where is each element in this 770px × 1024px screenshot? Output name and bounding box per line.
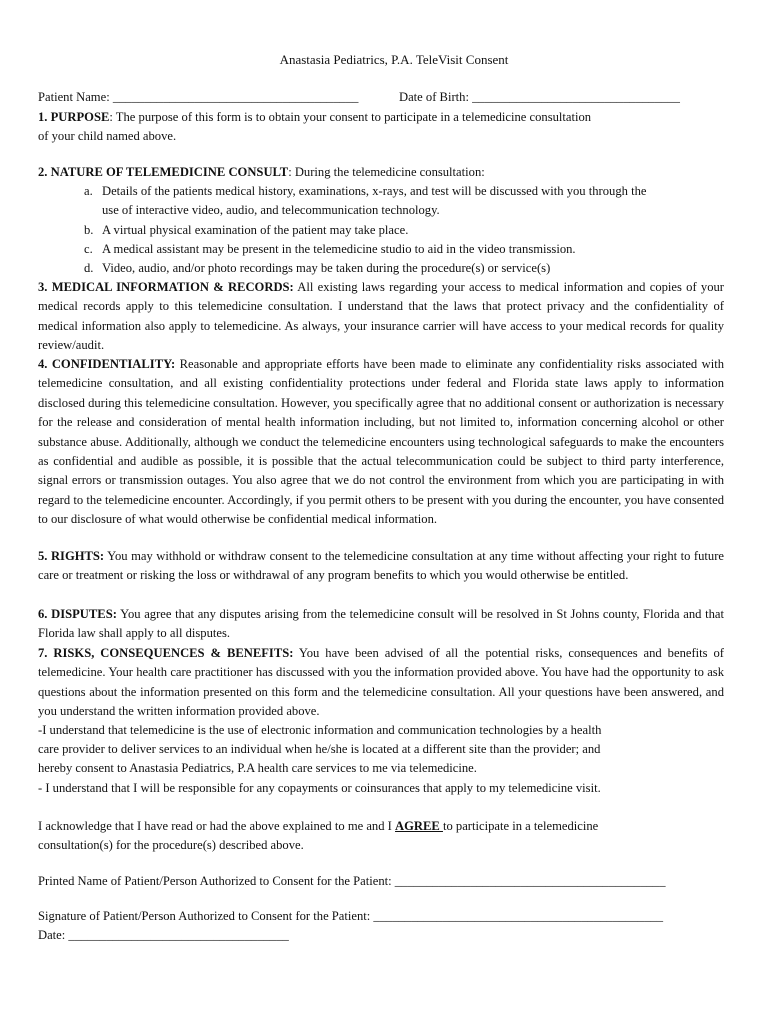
understanding-statement-continued: care provider to deliver services to an individual when he/she is located at a different site than the provider; and — [38, 742, 601, 756]
section-purpose — [38, 108, 591, 127]
section-heading: 2. NATURE OF TELEMEDICINE CONSULT — [38, 165, 289, 179]
agree-emphasis: AGREE — [395, 819, 443, 833]
signature-field[interactable]: Signature of Patient/Person Authorized to Consent for the Patient: ______________________________________________ — [38, 909, 664, 923]
list-item-text-continued: use of interactive video, audio, and telecommunication technology. — [102, 203, 440, 217]
section-purpose-continued: of your child named above. — [38, 129, 177, 143]
list-item-text: A medical assistant may be present in the telemedicine studio to aid in the video transmission. — [102, 242, 576, 256]
list-item-text: Video, audio, and/or photo recordings may be taken during the procedure(s) or service(s) — [102, 261, 551, 275]
section-disputes — [38, 605, 724, 644]
acknowledgement-text: to participate in a telemedicine — [442, 819, 599, 833]
list-marker: b. — [84, 223, 94, 237]
printed-name-field[interactable]: Printed Name of Patient/Person Authorized to Consent for the Patient: ___________________________________________ — [38, 874, 666, 888]
section-text: You have been advised of all the potential risks, consequences and benefits of telemedicine. Your health care practitioner has discussed with you the information provided above. You have had the opportunity to ask questions about the information presented on this form and the telemedicine consultation. All your questions have been answered, and you understand the written information provided above. — [38, 646, 724, 719]
section-heading: 5. RIGHTS: — [38, 549, 105, 563]
understanding-statement-continued: hereby consent to Anastasia Pediatrics, P.A health care services to me via telemedicine. — [38, 761, 477, 775]
list-marker: a. — [84, 184, 93, 198]
acknowledgement — [38, 817, 598, 836]
section-heading: 3. MEDICAL INFORMATION & RECORDS: — [38, 280, 294, 294]
section-heading: 6. DISPUTES: — [38, 607, 117, 621]
section-nature — [38, 163, 485, 182]
acknowledgement-text: I acknowledge that I have read or had the above explained to me and I — [38, 819, 396, 833]
list-item — [84, 240, 704, 259]
form-title: Anastasia Pediatrics, P.A. TeleVisit Consent — [279, 52, 509, 67]
list-item-text: Details of the patients medical history, examinations, x-rays, and test will be discussed with you through the — [102, 184, 647, 198]
section-text: : During the telemedicine consultation: — [288, 165, 485, 179]
section-heading: 1. PURPOSE — [38, 110, 110, 124]
list-item — [84, 182, 704, 220]
acknowledgement-continued: consultation(s) for the procedure(s) described above. — [38, 838, 304, 852]
section-heading: 4. CONFIDENTIALITY: — [38, 357, 176, 371]
list-item — [84, 259, 704, 278]
list-marker: c. — [84, 242, 93, 256]
section-text: : The purpose of this form is to obtain your consent to participate in a telemedicine consultation — [109, 110, 592, 124]
date-field[interactable]: Date: ___________________________________ — [38, 928, 289, 942]
section-text: All existing laws regarding your access to medical information and copies of your medical records apply to this telemedicine consultation. I understand that the laws that protect privacy and the confidentiality of medical information also apply to telemedicine. As always, your insurance carrier will have access to your medical records for quality review/audit. — [38, 280, 724, 353]
section-heading: 7. RISKS, CONSEQUENCES & BENEFITS: — [38, 646, 294, 660]
section-confidentiality — [38, 355, 724, 530]
date-of-birth-field[interactable]: Date of Birth: _________________________________ — [399, 90, 680, 104]
understanding-statement: -I understand that telemedicine is the use of electronic information and communication technologies by a health — [38, 723, 602, 737]
section-text: Reasonable and appropriate efforts have been made to eliminate any confidentiality risks associated with telemedicine consultation, and all existing confidentiality protections under federal and Florida state laws apply to information disclosed during this telemedicine consultation. However, you specifically agree that no additional consent or authorization is necessary for the release and consideration of mental health information including, but not limited to, information concerning alcohol or other substance abuse. Additionally, although we conduct the telemedicine encounters using technological safeguards to make the encounters as confidential and audible as possible, it is possible that the actual telecommunication could be subject to third party interference, signal errors or transmission outages. You also agree that we do not control the environment from which you are participating in with regard to the telemedicine encounter. Accordingly, if you permit others to be present with you during the encounter, you have consented to our disclosure of what would otherwise be confidential medical information. — [38, 357, 725, 527]
section-text: You may withhold or withdraw consent to the telemedicine consultation at any time without affecting your right to future care or treatment or risking the loss or withdrawal of any program benefits to which you would otherwise be entitled. — [38, 549, 724, 583]
copayment-statement: - I understand that I will be responsible for any copayments or coinsurances that apply to my telemedicine visit. — [38, 781, 601, 795]
patient-name-field[interactable]: Patient Name: _______________________________________ — [38, 90, 359, 104]
section-rights — [38, 547, 724, 586]
list-item-text: A virtual physical examination of the patient may take place. — [102, 223, 409, 237]
section-risks-benefits — [38, 644, 724, 722]
section-text: You agree that any disputes arising from the telemedicine consult will be resolved in St Johns county, Florida and that Florida law shall apply to all disputes. — [38, 607, 724, 641]
section-medical-records — [38, 278, 724, 356]
list-item — [84, 221, 704, 240]
list-marker: d. — [84, 261, 94, 275]
